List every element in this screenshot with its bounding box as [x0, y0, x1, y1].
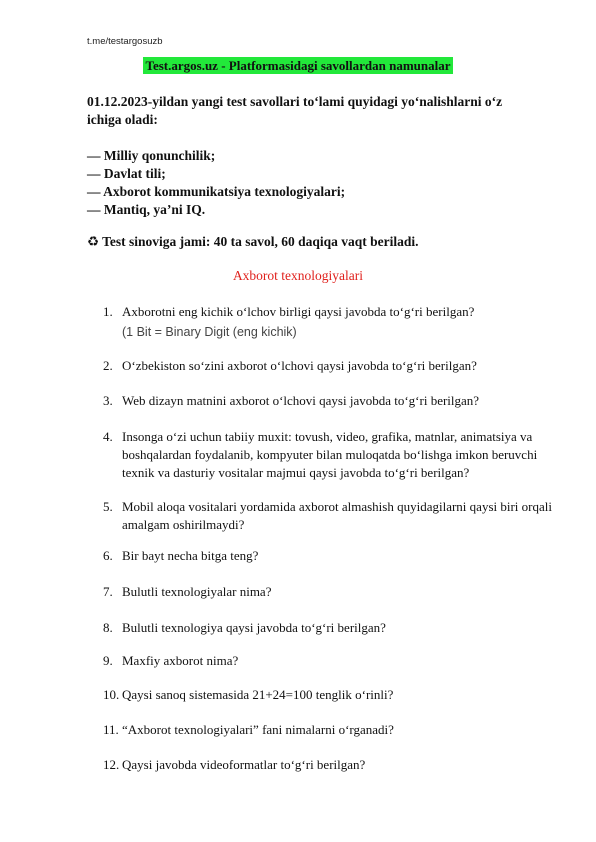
question-text: Qaysi sanoq sistemasida 21+24=100 tenglik o‘rinli?	[122, 687, 394, 702]
topics-list	[87, 147, 527, 219]
page-title: Test.argos.uz - Platformasidagi savollardan namunalar	[145, 58, 451, 73]
question-item	[103, 303, 553, 341]
question-item	[103, 721, 553, 739]
question-item	[103, 547, 553, 565]
question-text: Bulutli texnologiyalar nima?	[122, 584, 272, 599]
question-text: Web dizayn matnini axborot o‘lchovi qaysi javobda to‘g‘ri berilgan?	[122, 393, 480, 408]
question-text: Maxfiy axborot nima?	[122, 653, 239, 668]
test-total-text: Test sinoviga jami: 40 ta savol, 60 daqiqa vaqt beriladi.	[102, 234, 419, 249]
question-number: 7.	[103, 584, 113, 599]
question-text: O‘zbekiston so‘zini axborot o‘lchovi qaysi javobda to‘g‘ri berilgan?	[122, 358, 477, 373]
question-item	[103, 357, 553, 375]
topic-item: — Milliy qonunchilik;	[87, 148, 216, 163]
question-number: 5.	[103, 499, 113, 514]
question-number: 8.	[103, 620, 113, 635]
recycle-icon: ♻	[87, 234, 100, 249]
test-total-info	[87, 234, 527, 250]
question-text: Insonga o‘zi uchun tabiiy muxit: tovush, video, grafika, matnlar, animatsiya va boshqalardan foydalanib, kompyuter bilan muloqatda bo‘lishga imkon beruvchi texnik va dasturiy vositalar majmui qaysi javobda to‘g‘ri berilgan?	[122, 429, 538, 480]
question-number: 11.	[103, 722, 119, 737]
topic-item: — Axborot kommunikatsiya texnologiyalari;	[87, 184, 346, 199]
question-text: Mobil aloqa vositalari yordamida axborot almashish quyidagilarni qaysi biri orqali amalgam oshirilmaydi?	[122, 499, 552, 532]
question-item	[103, 583, 553, 601]
question-number: 3.	[103, 393, 113, 408]
question-number: 1.	[103, 304, 113, 319]
question-note: (1 Bit = Binary Digit (eng kichik)	[122, 325, 297, 339]
question-number: 10.	[103, 687, 120, 702]
page-title-wrap	[0, 57, 596, 75]
question-item	[103, 686, 553, 704]
intro-text: 01.12.2023-yildan yangi test savollari to‘lami quyidagi yo‘nalishlarni o‘z ichiga oladi:	[87, 94, 503, 127]
question-item	[103, 756, 553, 774]
question-number: 6.	[103, 548, 113, 563]
topic-item: — Mantiq, ya’ni IQ.	[87, 202, 206, 217]
question-text: Axborotni eng kichik o‘lchov birligi qaysi javobda to‘g‘ri berilgan?	[122, 304, 475, 319]
question-text: Qaysi javobda videoformatlar to‘g‘ri berilgan?	[122, 757, 366, 772]
question-item	[103, 652, 553, 670]
question-number: 12.	[103, 757, 120, 772]
question-number: 2.	[103, 358, 113, 373]
question-number: 9.	[103, 653, 113, 668]
question-item	[103, 619, 553, 637]
question-text: Bir bayt necha bitga teng?	[122, 548, 259, 563]
question-text: Bulutli texnologiya qaysi javobda to‘g‘ri berilgan?	[122, 620, 386, 635]
topic-item: — Davlat tili;	[87, 166, 166, 181]
question-item	[103, 498, 553, 534]
header-link[interactable]: t.me/testargosuzb	[87, 36, 163, 47]
question-item	[103, 428, 553, 482]
question-text: “Axborot texnologiyalari” fani nimalarni o‘rganadi?	[122, 722, 394, 737]
section-title: Axborot texnologiyalari	[232, 268, 364, 283]
question-item	[103, 392, 553, 410]
question-number: 4.	[103, 429, 113, 444]
